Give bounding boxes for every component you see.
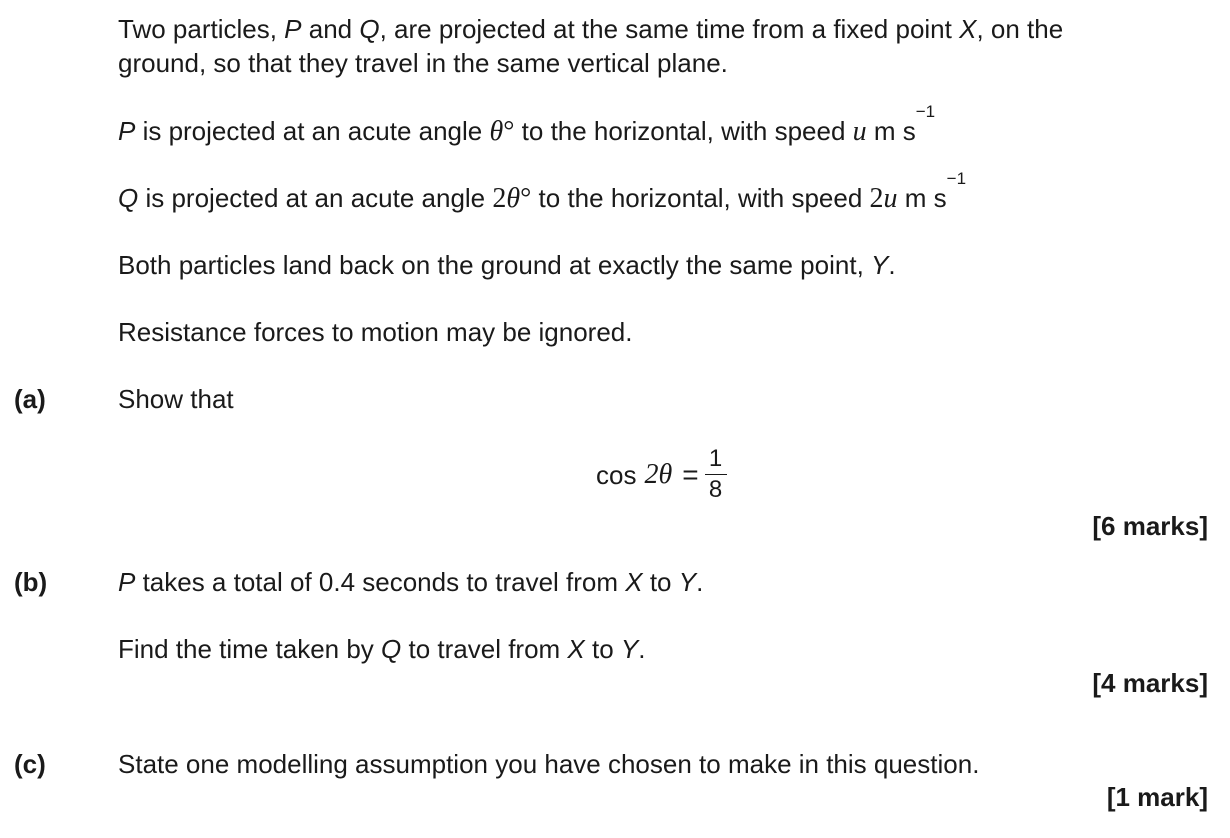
equation-fraction [705, 446, 727, 503]
part-c-label: (c) [14, 749, 46, 779]
fraction-bar [705, 474, 727, 475]
part-c-question: State one modelling assumption you have chosen to make in this question. [118, 749, 980, 779]
p-projection-text: P is projected at an acute angle θ° to the horizontal, with speed u m $s^{-1}$ [118, 102, 936, 147]
fraction-denominator: 8 [708, 476, 723, 503]
equation-lhs-arg: 2θ [644, 458, 673, 490]
part-a-instruction: Show that [118, 384, 234, 414]
equation-lhs-func: cos [596, 459, 637, 490]
equation-cos-2theta [596, 446, 727, 503]
q-projection-text: Q is projected at an acute angle 2θ° to the horizontal, with speed 2u m $s^{-1}$ [118, 169, 967, 214]
resistance-text: Resistance forces to motion may be ignored. [118, 317, 633, 347]
fraction-numerator: 1 [708, 445, 723, 472]
part-a-marks: [6 marks] [1092, 511, 1208, 541]
part-b-question: Find the time taken by Q to travel from X to Y. [118, 634, 646, 664]
part-b-given: P takes a total of 0.4 seconds to travel from X to Y. [118, 567, 704, 597]
part-c-marks: [1 mark] [1106, 782, 1208, 812]
part-a-label: (a) [14, 384, 46, 414]
part-b-label: (b) [14, 567, 48, 597]
intro-line-1: Two particles, P and Q, are projected at the same time from a fixed point X, on the [118, 14, 1064, 44]
part-b-marks: [4 marks] [1092, 668, 1208, 698]
landing-text: Both particles land back on the ground at exactly the same point, Y. [118, 250, 896, 280]
equation-equals: = [682, 458, 699, 490]
intro-line-2: ground, so that they travel in the same vertical plane. [118, 48, 728, 78]
